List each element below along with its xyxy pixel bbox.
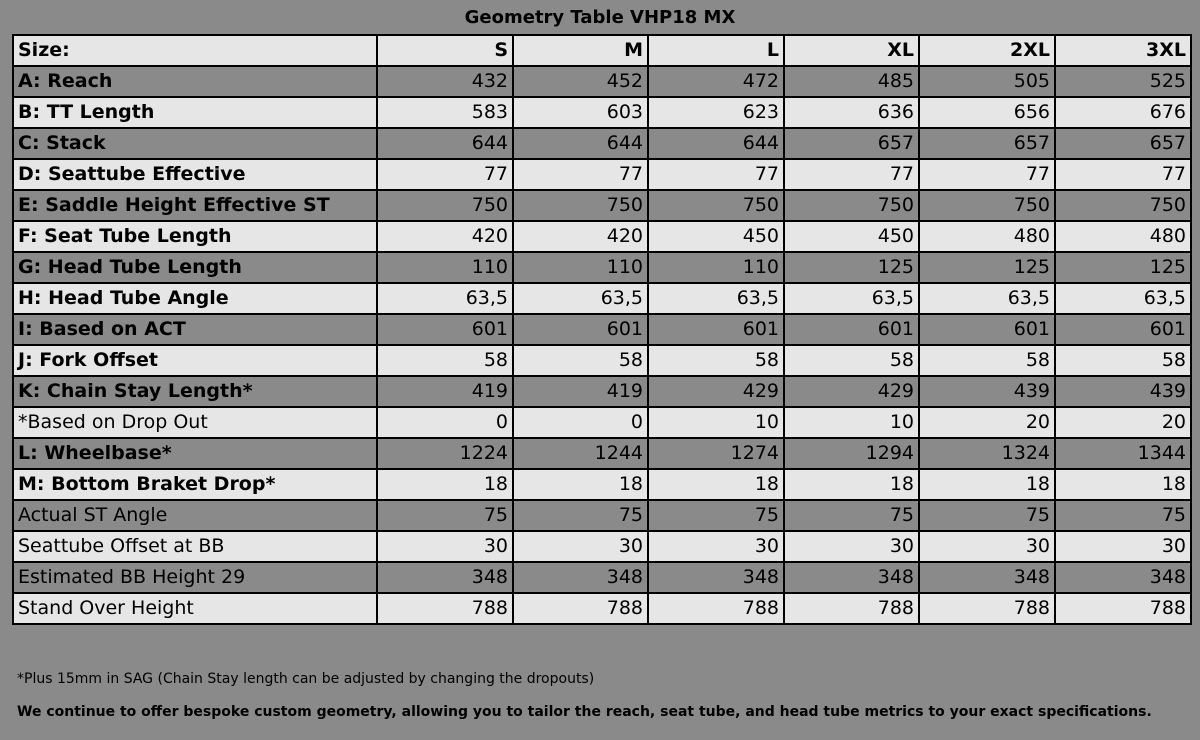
- row-value: 657: [919, 128, 1055, 159]
- size-header-2xl: 2XL: [919, 35, 1055, 66]
- row-value: 110: [377, 252, 513, 283]
- row-value: 0: [513, 407, 648, 438]
- row-value: 788: [784, 593, 919, 624]
- row-value: 75: [377, 500, 513, 531]
- row-value: 75: [648, 500, 784, 531]
- row-value: 30: [784, 531, 919, 562]
- table-row: [13, 314, 1191, 345]
- row-value: 75: [784, 500, 919, 531]
- row-value: 472: [648, 66, 784, 97]
- row-value: 348: [648, 562, 784, 593]
- row-value: 125: [919, 252, 1055, 283]
- table-row: [13, 345, 1191, 376]
- row-value: 18: [784, 469, 919, 500]
- row-value: 77: [919, 159, 1055, 190]
- row-label: E: Saddle Height Effective ST: [13, 190, 377, 221]
- table-row: [13, 252, 1191, 283]
- row-value: 788: [1055, 593, 1191, 624]
- row-value: 420: [513, 221, 648, 252]
- row-value: 452: [513, 66, 648, 97]
- table-row: [13, 159, 1191, 190]
- row-value: 58: [919, 345, 1055, 376]
- row-value: 636: [784, 97, 919, 128]
- row-value: 429: [784, 376, 919, 407]
- row-label: Stand Over Height: [13, 593, 377, 624]
- row-value: 348: [784, 562, 919, 593]
- row-value: 656: [919, 97, 1055, 128]
- row-value: 1224: [377, 438, 513, 469]
- table-row: [13, 283, 1191, 314]
- row-value: 429: [648, 376, 784, 407]
- row-value: 58: [1055, 345, 1191, 376]
- row-value: 20: [1055, 407, 1191, 438]
- row-value: 110: [513, 252, 648, 283]
- table-row: [13, 97, 1191, 128]
- row-value: 18: [513, 469, 648, 500]
- row-value: 505: [919, 66, 1055, 97]
- row-value: 18: [919, 469, 1055, 500]
- table-row: [13, 531, 1191, 562]
- row-value: 63,5: [648, 283, 784, 314]
- row-label: B: TT Length: [13, 97, 377, 128]
- row-value: 75: [919, 500, 1055, 531]
- table-row: [13, 593, 1191, 624]
- row-value: 525: [1055, 66, 1191, 97]
- row-value: 420: [377, 221, 513, 252]
- row-value: 480: [1055, 221, 1191, 252]
- row-value: 63,5: [377, 283, 513, 314]
- row-value: 0: [377, 407, 513, 438]
- size-header-l: L: [648, 35, 784, 66]
- row-value: 58: [648, 345, 784, 376]
- row-value: 601: [648, 314, 784, 345]
- row-value: 644: [648, 128, 784, 159]
- sag-footnote: *Plus 15mm in SAG (Chain Stay length can be adjusted by changing the dropouts): [17, 671, 595, 687]
- row-label: L: Wheelbase*: [13, 438, 377, 469]
- row-label: M: Bottom Braket Drop*: [13, 469, 377, 500]
- row-value: 18: [377, 469, 513, 500]
- row-value: 644: [377, 128, 513, 159]
- row-value: 1324: [919, 438, 1055, 469]
- row-value: 75: [513, 500, 648, 531]
- row-value: 750: [919, 190, 1055, 221]
- size-header-m: M: [513, 35, 648, 66]
- row-value: 601: [377, 314, 513, 345]
- row-value: 1294: [784, 438, 919, 469]
- row-value: 450: [784, 221, 919, 252]
- row-value: 657: [784, 128, 919, 159]
- row-value: 601: [784, 314, 919, 345]
- size-header-xl: XL: [784, 35, 919, 66]
- row-value: 20: [919, 407, 1055, 438]
- row-value: 601: [919, 314, 1055, 345]
- row-value: 1344: [1055, 438, 1191, 469]
- row-value: 750: [377, 190, 513, 221]
- row-value: 788: [648, 593, 784, 624]
- row-value: 125: [1055, 252, 1191, 283]
- row-value: 63,5: [784, 283, 919, 314]
- row-value: 788: [919, 593, 1055, 624]
- row-label: C: Stack: [13, 128, 377, 159]
- row-value: 10: [784, 407, 919, 438]
- bespoke-note: We continue to offer bespoke custom geometry, allowing you to tailor the reach, seat tube, and head tube metrics to your exact specifications.: [17, 704, 1152, 720]
- row-value: 750: [1055, 190, 1191, 221]
- row-value: 1244: [513, 438, 648, 469]
- row-value: 30: [648, 531, 784, 562]
- table-row: [13, 128, 1191, 159]
- row-value: 480: [919, 221, 1055, 252]
- row-label: D: Seattube Effective: [13, 159, 377, 190]
- row-value: 30: [377, 531, 513, 562]
- row-value: 77: [377, 159, 513, 190]
- header-label: Size:: [13, 35, 377, 66]
- row-value: 601: [513, 314, 648, 345]
- row-value: 18: [1055, 469, 1191, 500]
- row-value: 348: [1055, 562, 1191, 593]
- row-value: 58: [784, 345, 919, 376]
- table-row: [13, 562, 1191, 593]
- row-label: K: Chain Stay Length*: [13, 376, 377, 407]
- row-value: 750: [513, 190, 648, 221]
- row-value: 30: [1055, 531, 1191, 562]
- table-row: [13, 221, 1191, 252]
- row-label: Seattube Offset at BB: [13, 531, 377, 562]
- table-title: Geometry Table VHP18 MX: [464, 7, 736, 28]
- row-value: 788: [513, 593, 648, 624]
- row-value: 348: [513, 562, 648, 593]
- row-label: G: Head Tube Length: [13, 252, 377, 283]
- row-value: 450: [648, 221, 784, 252]
- row-value: 623: [648, 97, 784, 128]
- row-value: 63,5: [1055, 283, 1191, 314]
- row-label: *Based on Drop Out: [13, 407, 377, 438]
- row-value: 644: [513, 128, 648, 159]
- row-value: 63,5: [919, 283, 1055, 314]
- row-value: 110: [648, 252, 784, 283]
- row-label: Actual ST Angle: [13, 500, 377, 531]
- row-value: 750: [648, 190, 784, 221]
- row-value: 657: [1055, 128, 1191, 159]
- header-row: [13, 35, 1191, 66]
- table-row: [13, 469, 1191, 500]
- row-label: Estimated BB Height 29: [13, 562, 377, 593]
- row-value: 75: [1055, 500, 1191, 531]
- table-row: [13, 500, 1191, 531]
- row-value: 439: [1055, 376, 1191, 407]
- row-value: 77: [1055, 159, 1191, 190]
- row-value: 603: [513, 97, 648, 128]
- row-value: 58: [377, 345, 513, 376]
- row-label: J: Fork Offset: [13, 345, 377, 376]
- table-row: [13, 376, 1191, 407]
- table-row: [13, 66, 1191, 97]
- row-value: 788: [377, 593, 513, 624]
- size-header-3xl: 3XL: [1055, 35, 1191, 66]
- row-label: I: Based on ACT: [13, 314, 377, 345]
- row-value: 432: [377, 66, 513, 97]
- row-value: 439: [919, 376, 1055, 407]
- row-value: 63,5: [513, 283, 648, 314]
- row-value: 77: [784, 159, 919, 190]
- row-value: 10: [648, 407, 784, 438]
- table-row: [13, 407, 1191, 438]
- geometry-table: [12, 34, 1192, 625]
- row-value: 77: [648, 159, 784, 190]
- row-value: 750: [784, 190, 919, 221]
- row-value: 348: [919, 562, 1055, 593]
- row-value: 30: [513, 531, 648, 562]
- row-value: 125: [784, 252, 919, 283]
- row-value: 30: [919, 531, 1055, 562]
- row-value: 676: [1055, 97, 1191, 128]
- table-row: [13, 190, 1191, 221]
- row-value: 58: [513, 345, 648, 376]
- row-label: F: Seat Tube Length: [13, 221, 377, 252]
- row-value: 419: [377, 376, 513, 407]
- row-value: 77: [513, 159, 648, 190]
- size-header-s: S: [377, 35, 513, 66]
- row-value: 583: [377, 97, 513, 128]
- row-label: H: Head Tube Angle: [13, 283, 377, 314]
- row-value: 18: [648, 469, 784, 500]
- row-value: 601: [1055, 314, 1191, 345]
- row-value: 348: [377, 562, 513, 593]
- row-value: 485: [784, 66, 919, 97]
- row-value: 1274: [648, 438, 784, 469]
- row-value: 419: [513, 376, 648, 407]
- table-row: [13, 438, 1191, 469]
- row-label: A: Reach: [13, 66, 377, 97]
